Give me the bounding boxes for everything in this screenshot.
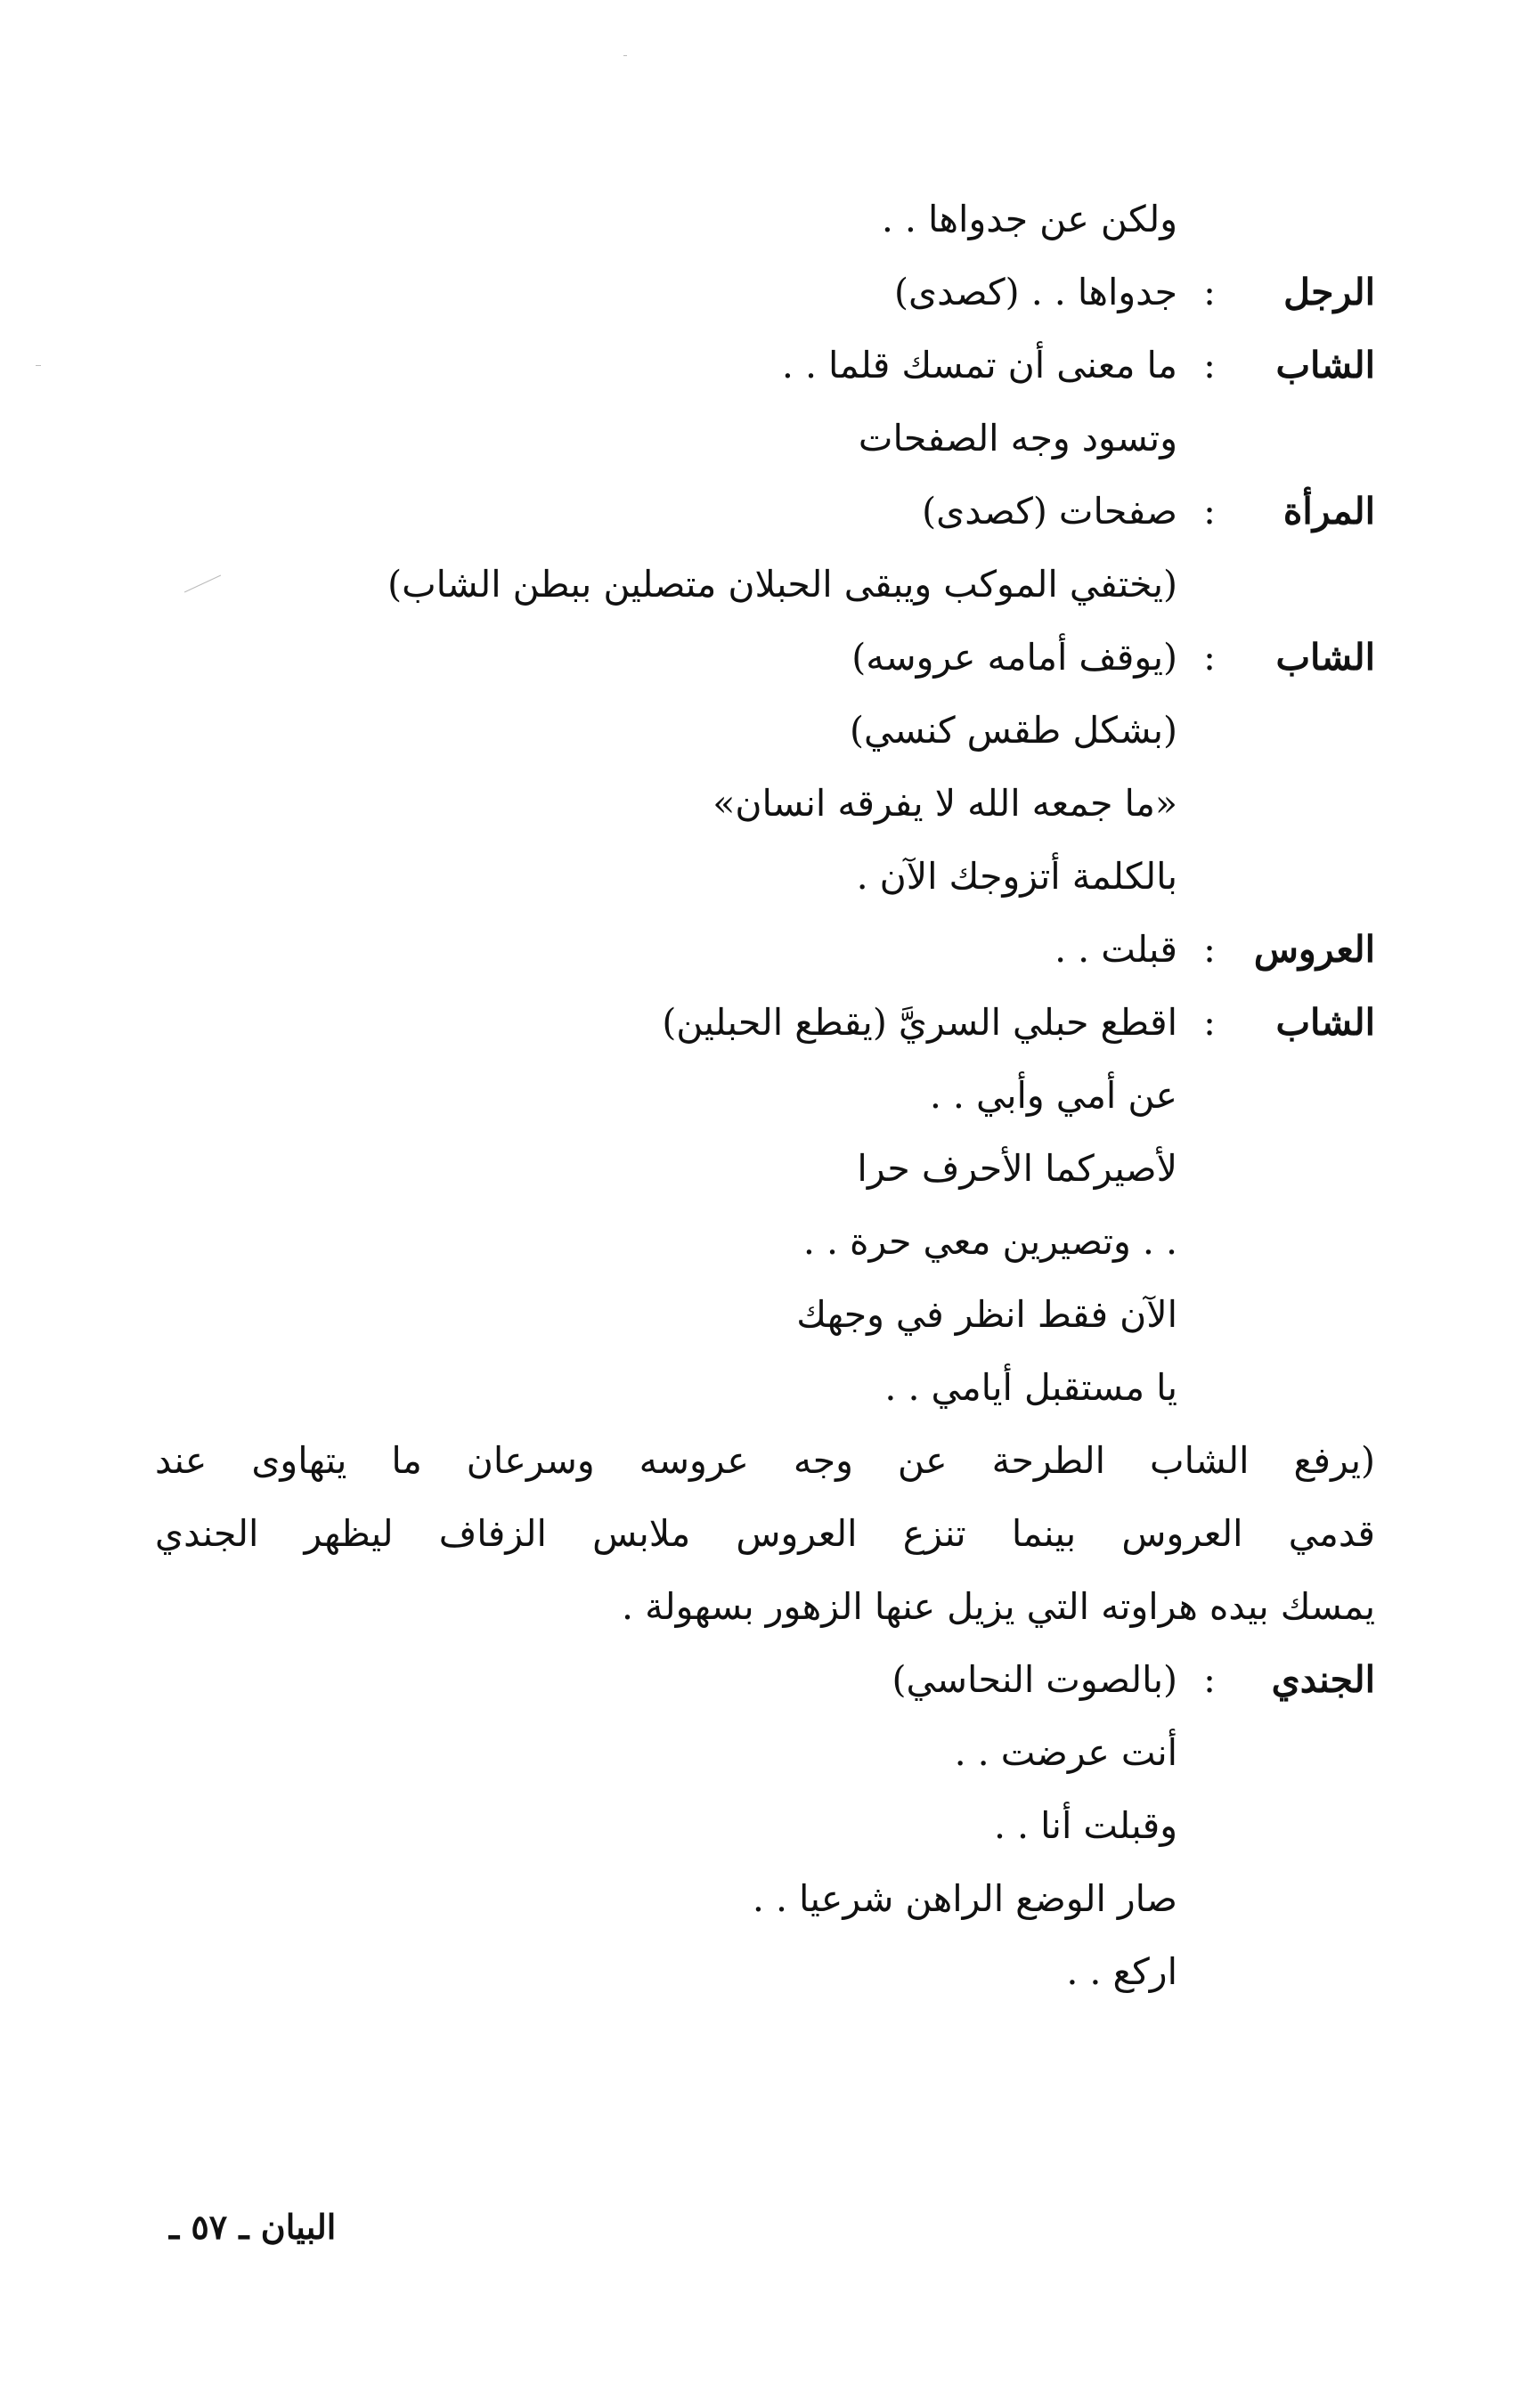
speaker-colon: : [1203,344,1216,386]
speaker-name: الشاب [1275,1001,1375,1044]
page-footer: البيان ـ ٥٧ ـ [169,2207,337,2247]
speaker-name: العروس [1253,928,1375,971]
stage-direction-text: قدمي العروس بينما تنزع العروس ملابس الزفاف ليظهر الجندي [155,1512,1375,1555]
stage-direction-line [155,1497,1375,1570]
speaker-colon: : [1203,271,1216,313]
dialogue-text: قبلت . . [1054,928,1177,971]
script-line [155,621,1375,694]
script-line [155,694,1375,767]
speaker-name: الشاب [1275,636,1375,679]
script-line [155,1351,1375,1424]
script-line [155,183,1375,256]
dialogue-text: (بشكل طقس كنسي) [849,709,1177,752]
script-line [155,1059,1375,1132]
dialogue-text: ولكن عن جدواها . . [881,198,1177,240]
dialogue-text: لأصيركما الأحرف حرا [857,1147,1177,1190]
stage-direction-text: (يرفع الشاب الطرحة عن وجه عروسه وسرعان ما يتهاوى عند [155,1439,1375,1482]
dialogue-text: بالكلمة أتزوجك الآن . [856,855,1177,898]
speaker-name: المرأة [1282,490,1375,533]
script-line [155,1643,1375,1716]
speaker-name: الجندي [1271,1658,1375,1701]
dialogue-text: «ما جمعه الله لا يفرقه انسان» [712,782,1177,825]
script-line [155,986,1375,1059]
speaker-colon: : [1203,1658,1216,1701]
script-line [155,1132,1375,1205]
script-line [155,767,1375,840]
dialogue-text: وتسود وجه الصفحات [858,417,1177,460]
dialogue-text: يا مستقبل أيامي . . [884,1366,1177,1409]
speaker-colon: : [1203,928,1216,971]
dialogue-text: وقبلت أنا . . [993,1804,1177,1847]
script-line [155,1278,1375,1351]
speaker-colon: : [1203,490,1216,533]
speaker-name: الرجل [1283,271,1375,313]
stage-direction-text: يمسك بيده هراوته التي يزيل عنها الزهور بسهولة . [622,1585,1375,1628]
script-line [155,256,1375,329]
dialogue-text: (بالصوت النحاسي) [892,1658,1177,1701]
dialogue-text: الآن فقط انظر في وجهك [796,1293,1177,1336]
script-line [155,475,1375,548]
script-line [155,1935,1375,2008]
script-line [155,548,1375,621]
script-line [155,1716,1375,1789]
script-line [155,1205,1375,1278]
dialogue-text: أنت عرضت . . [954,1731,1177,1774]
speaker-colon: : [1203,636,1216,679]
dialogue-text: عن أمي وأبي . . [929,1074,1177,1117]
scan-mark [623,55,627,56]
speaker-colon: : [1203,1001,1216,1044]
dialogue-text: صفحات (كصدى) [922,490,1177,533]
script-line [155,1789,1375,1862]
dialogue-text: صار الوضع الراهن شرعيا . . [752,1877,1177,1920]
speaker-name: الشاب [1275,344,1375,386]
dialogue-text: اركع . . [1066,1950,1177,1993]
scan-mark [36,365,41,366]
dialogue-text: (يوقف أمامه عروسه) [851,636,1177,679]
script-line [155,1862,1375,1935]
script-line [155,402,1375,475]
dialogue-text: اقطع حبلي السريَّ (يقطع الحبلين) [662,1001,1177,1044]
script-body [155,183,1375,2008]
script-line [155,329,1375,402]
dialogue-text: . . وتصيرين معي حرة . . [802,1220,1177,1263]
dialogue-text: ما معنى أن تمسك قلما . . [781,344,1177,386]
dialogue-text: جدواها . . (كصدى) [893,271,1177,313]
stage-direction-line [155,1570,1375,1643]
stage-direction-line [155,1424,1375,1497]
script-line [155,913,1375,986]
stage-direction-text: (يختفي الموكب ويبقى الحبلان متصلين ببطن الشاب) [387,563,1177,606]
script-line [155,840,1375,913]
